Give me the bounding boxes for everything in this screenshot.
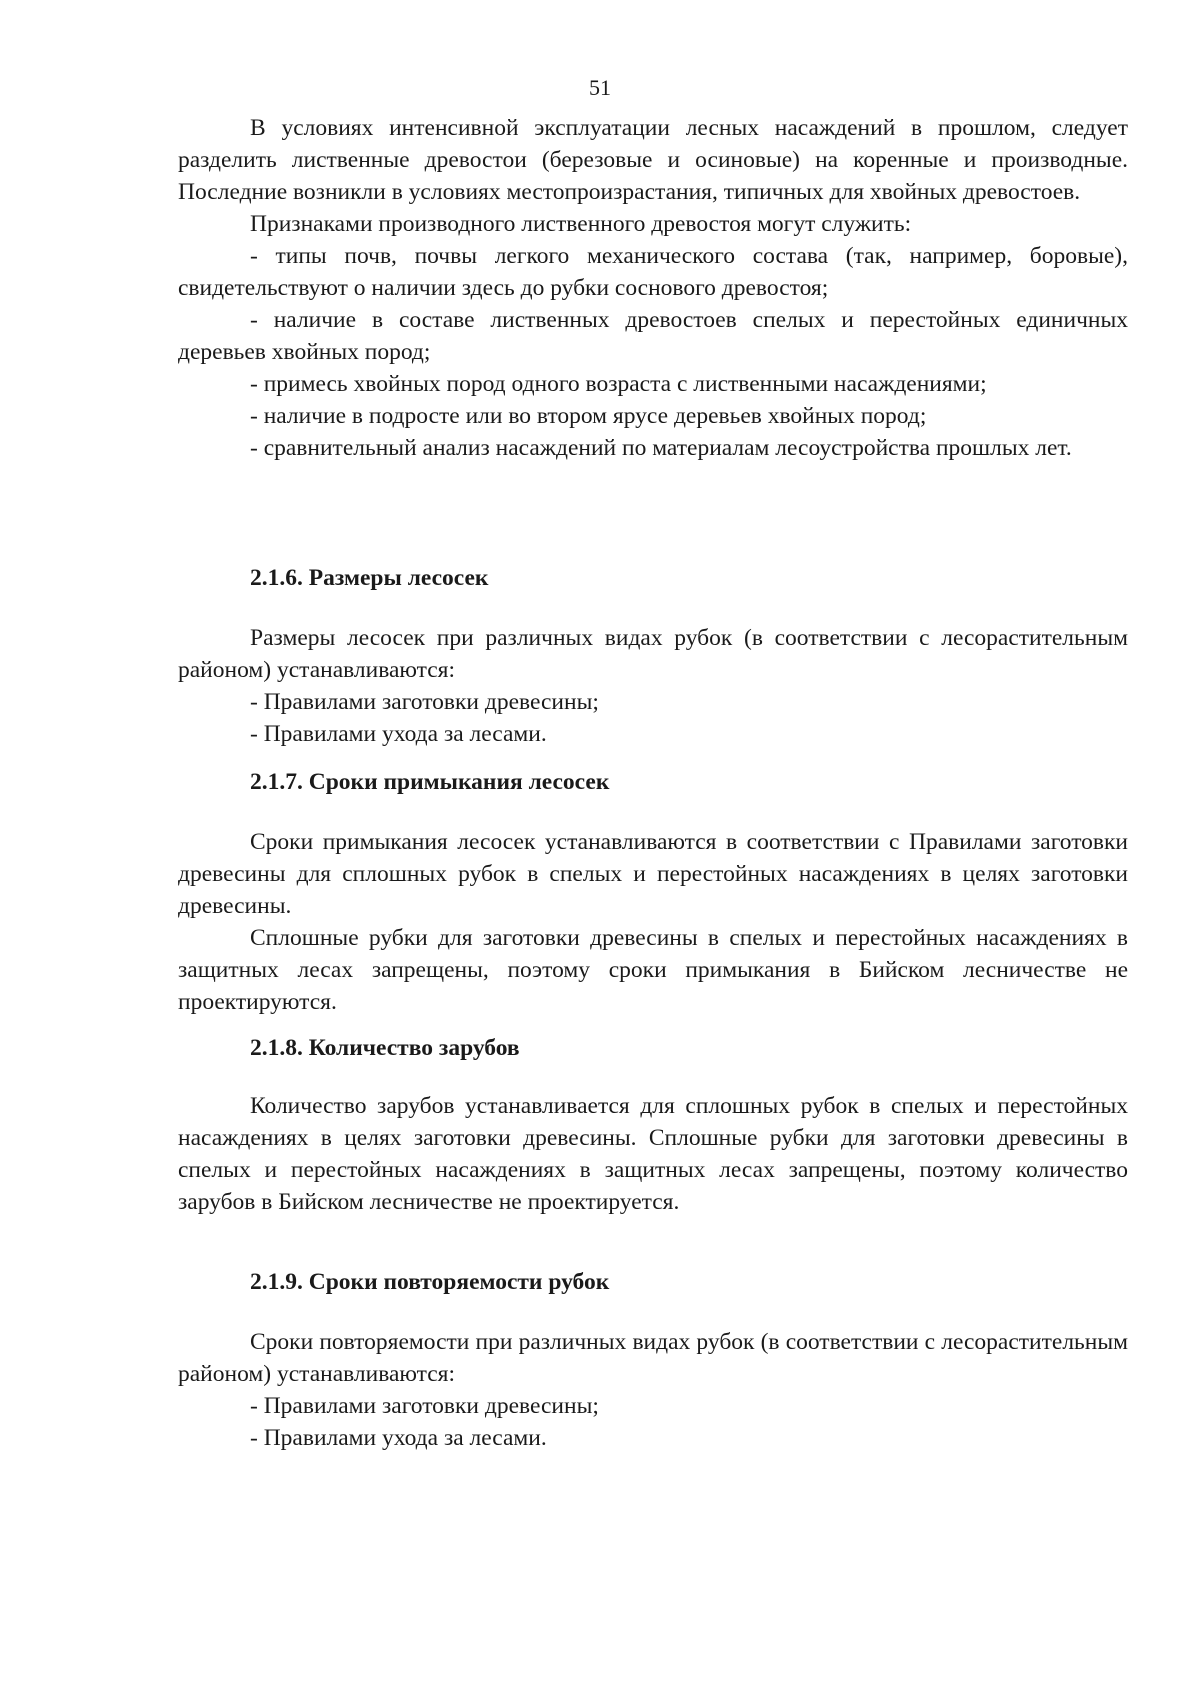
section-heading: 2.1.9. Сроки повторяемости рубок — [250, 1269, 610, 1295]
section-2-1-6 — [178, 562, 1128, 594]
list-item: - Правилами ухода за лесами. — [250, 1425, 547, 1451]
intro-paragraph: В условиях интенсивной эксплуатации лесных насаждений в прошлом, следует разделить лиственные древостои (березовые и осиновые) на коренные и производные. Последние возникли в условиях местопроизрастания, типичных для хвойных древостоев. — [178, 115, 1128, 205]
section-2-1-8 — [178, 1032, 1128, 1064]
section-2-1-6-body — [178, 622, 1128, 750]
section-2-1-7-body — [178, 826, 1128, 1018]
section-2-1-7 — [178, 766, 1128, 798]
list-item: - примесь хвойных пород одного возраста с лиственными насаждениями; — [250, 371, 987, 397]
section-heading: 2.1.7. Сроки примыкания лесосек — [250, 769, 610, 795]
list-item: - Правилами заготовки древесины; — [250, 689, 599, 715]
list-item: - Правилами ухода за лесами. — [250, 721, 547, 747]
list-item: - наличие в составе лиственных древостоев спелых и перестойных единичных деревьев хвойных пород; — [178, 307, 1128, 365]
section-heading: 2.1.8. Количество зарубов — [250, 1035, 520, 1061]
page-number: 51 — [589, 75, 611, 100]
list-item: - типы почв, почвы легкого механического состава (так, например, боровые), свидетельствуют о наличии здесь до рубки соснового древостоя; — [178, 243, 1128, 301]
list-item: - Правилами заготовки древесины; — [250, 1393, 599, 1419]
intro-section — [178, 112, 1128, 464]
list-item: - наличие в подросте или во втором ярусе деревьев хвойных пород; — [250, 403, 927, 429]
section-paragraph: Сроки примыкания лесосек устанавливаются в соответствии с Правилами заготовки древесины для сплошных рубок в спелых и перестойных насаждениях в целях заготовки древесины. — [178, 829, 1128, 919]
section-heading: 2.1.6. Размеры лесосек — [250, 565, 489, 591]
section-paragraph: Сроки повторяемости при различных видах рубок (в соответствии с лесорастительным районом) устанавливаются: — [178, 1329, 1128, 1387]
section-2-1-9 — [178, 1266, 1128, 1298]
section-2-1-9-body — [178, 1326, 1128, 1454]
list-item: - сравнительный анализ насаждений по материалам лесоустройства прошлых лет. — [250, 435, 1072, 461]
section-2-1-8-body — [178, 1090, 1128, 1218]
section-paragraph: Размеры лесосек при различных видах рубок (в соответствии с лесорастительным районом) устанавливаются: — [178, 625, 1128, 683]
section-paragraph: Сплошные рубки для заготовки древесины в спелых и перестойных насаждениях в защитных лесах запрещены, поэтому сроки примыкания в Бийском лесничестве не проектируются. — [178, 925, 1128, 1015]
section-paragraph: Количество зарубов устанавливается для сплошных рубок в спелых и перестойных насаждениях в целях заготовки древесины. Сплошные рубки для заготовки древесины в спелых и перестойных насаждениях в защитных лесах запрещены, поэтому количество зарубов в Бийском лесничестве не проектируется. — [178, 1093, 1128, 1215]
intro-signs-lead: Признаками производного лиственного древостоя могут служить: — [250, 211, 912, 237]
